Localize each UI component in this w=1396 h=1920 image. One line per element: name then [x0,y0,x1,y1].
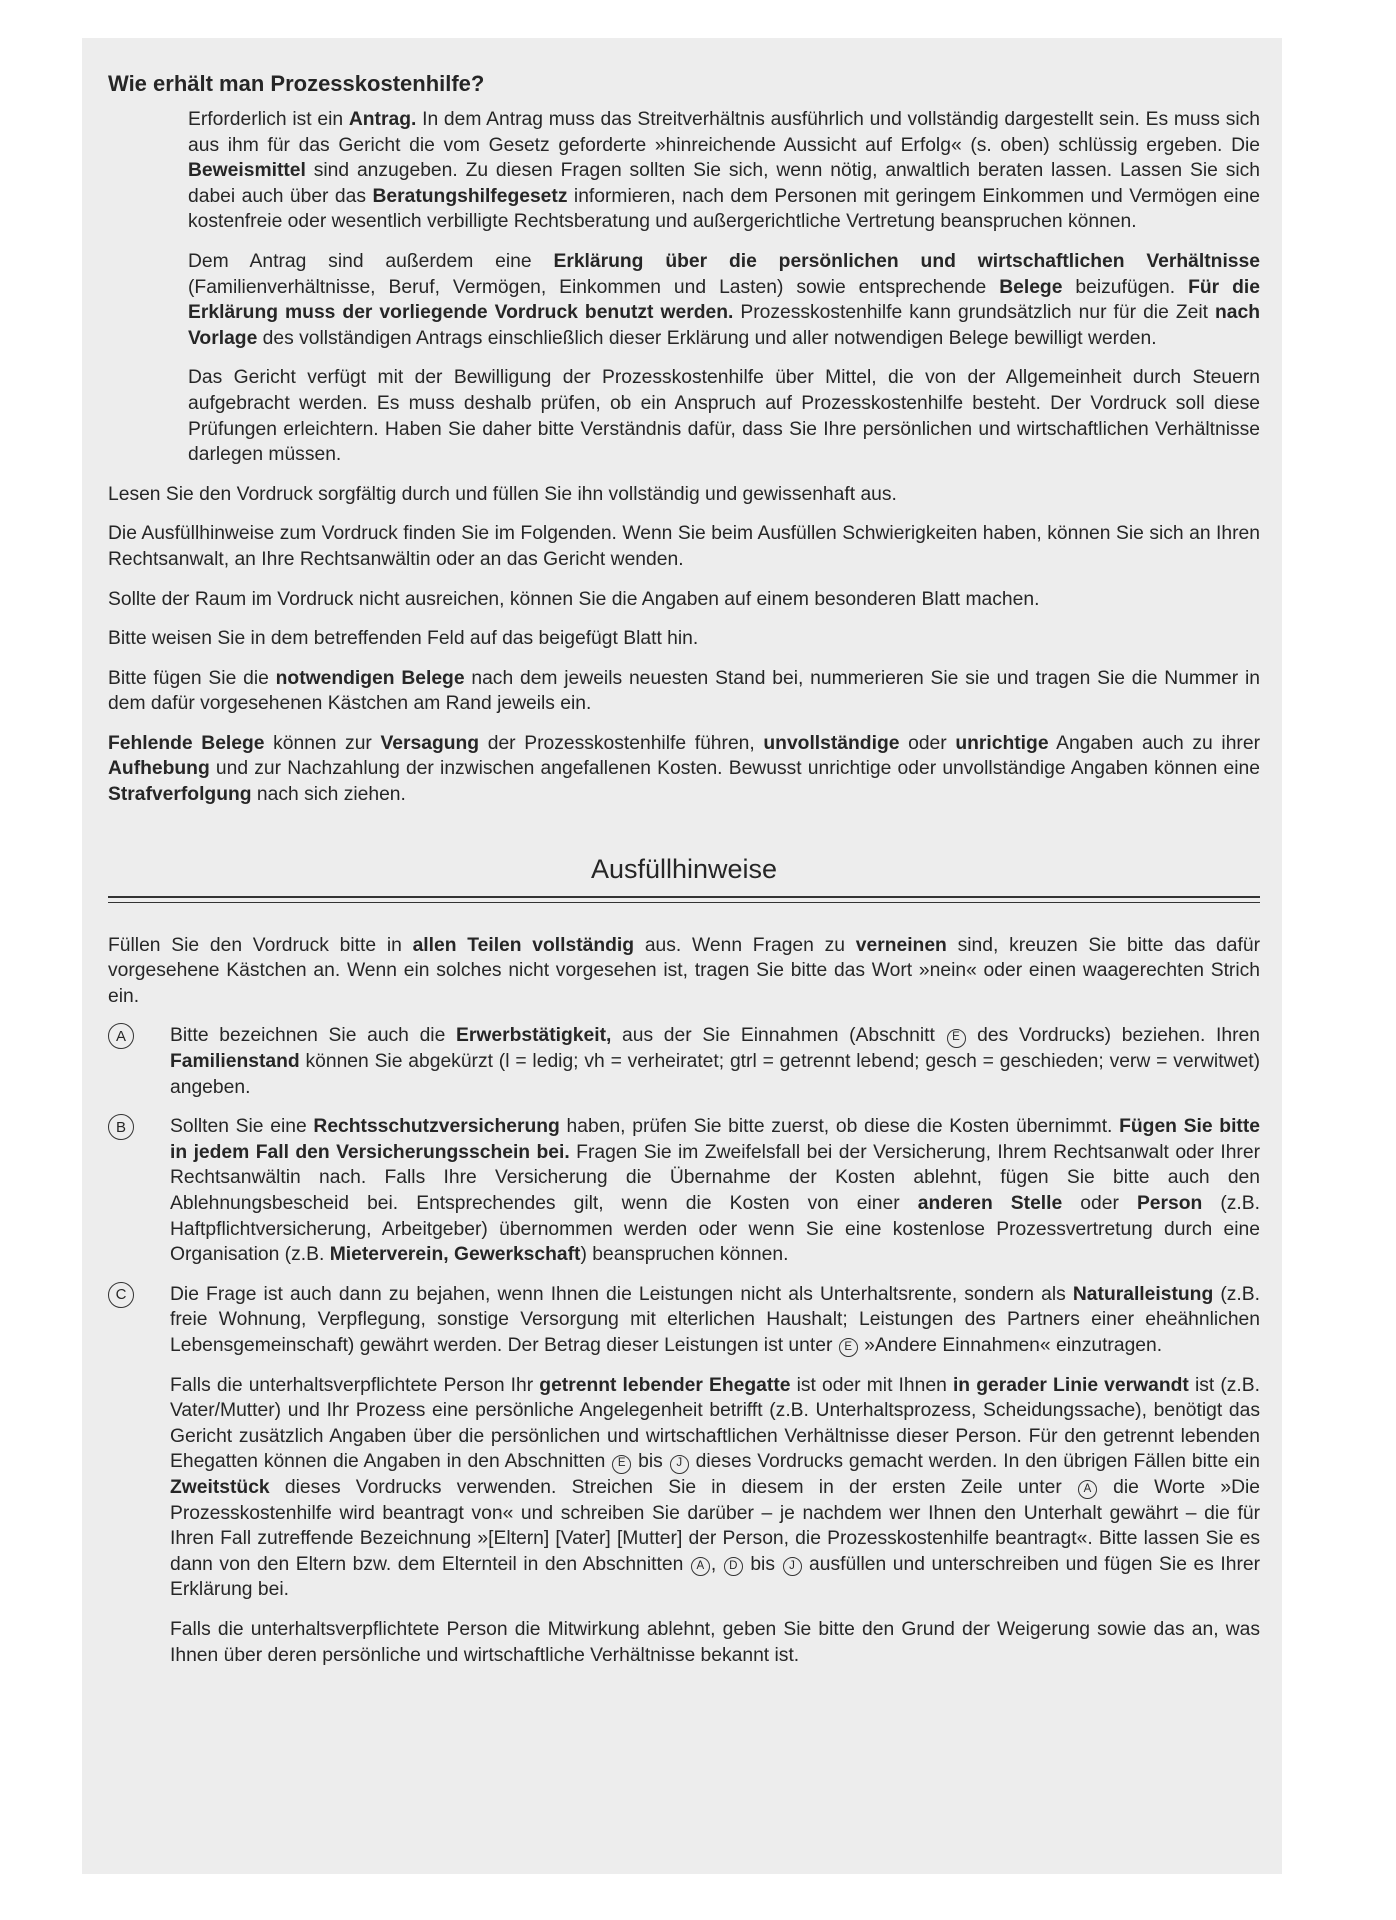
section-ref-a-icon: A [691,1557,710,1576]
section-title: Ausfüllhinweise [590,853,778,884]
section-ref-j-icon: J [783,1557,802,1576]
intro-paragraph-3: Das Gericht verfügt mit der Bewilligung der Prozesskostenhilfe über Mittel, die von der Allgemeinheit durch Steuern aufgebracht werden. Es muss deshalb prüfen, ob ein Anspruch auf Prozesskostenhilfe besteht. Der Vordruck soll diese Prüfungen erleichtern. Haben Sie daher bitte Verständnis dafür, dass Sie Ihre persönlichen und wirtschaftlichen Verhältnisse darlegen müssen. [188,367,1260,466]
section-ref-j-icon: J [670,1455,689,1474]
intro-paragraph-5: Die Ausfüllhinweise zum Vordruck finden Sie im Folgenden. Wenn Sie beim Ausfüllen Schwierigkeiten haben, können Sie sich an Ihren Rechtsanwalt, an Ihre Rechtsanwältin oder an das Gericht wenden. [108,523,1260,570]
document-content [108,70,1260,1682]
hint-c-paragraph-2: Falls die unterhaltsverpflichtete Person Ihr getrennt lebender Ehegatte ist oder mit Ihnen in gerader Linie verwandt ist (z.B. Vater/Mutter) und Ihr Prozess eine persönliche Angelegenheit betrifft (z.B. Unterhaltsprozess, Scheidungssache), benötigt das Gericht zusätzlich Angaben über die persönlichen und wirtschaftlichen Verhältnisse dieser Person. Für den getrennt lebenden Ehegatten können die Angaben in den Abschnitten E bis J dieses Vordrucks gemacht werden. In den übrigen Fällen bitte ein Zweitstück dieses Vordrucks verwenden. Streichen Sie in diesem in der ersten Zeile unter A die Worte »Die Prozesskostenhilfe wird beantragt von« und schreiben Sie darüber – je nachdem wer Ihnen den Unterhalt gewährt – die für Ihren Fall zutreffende Bezeichnung »[Eltern] [Vater] [Mutter] der Person, die Prozesskostenhilfe beantragt«. Bitte lassen Sie es dann von den Eltern bzw. dem Elternteil in den Abschnitten A , D bis J ausfüllen und unterschreiben und fügen Sie es Ihrer Erklärung bei. [170,1374,1261,1601]
section-ref-e-icon: E [947,1029,966,1048]
hint-item-b [108,1114,1260,1268]
intro-paragraph-9: Fehlende Belege können zur Versagung der Prozesskostenhilfe führen, unvollständige oder unrichtige Angaben auch zu ihrer Aufhebung und zur Nachzahlung der inzwischen angefallenen Kosten. Bewusst unrichtige oder unvollständige Angaben können eine Strafverfolgung nach sich ziehen. [108,732,1260,806]
intro-paragraph-8: Bitte fügen Sie die notwendigen Belege nach dem jeweils neuesten Stand bei, nummerieren Sie sie und tragen Sie die Nummer in dem dafür vorgesehenen Kästchen am Rand jeweils ein. [108,667,1261,715]
hint-item-a [108,1023,1260,1100]
section-marker-b-icon: B [108,1114,134,1140]
hint-c-paragraph-3: Falls die unterhaltsverpflichtete Person die Mitwirkung ablehnt, geben Sie bitte den Grund der Weigerung sowie das an, was Ihnen über deren persönliche und wirtschaftliche Verhältnisse bekannt ist. [170,1618,1260,1666]
hints-intro-paragraph: Füllen Sie den Vordruck bitte in allen Teilen vollständig aus. Wenn Fragen zu verneinen sind, kreuzen Sie bitte das dafür vorgesehene Kästchen an. Wenn ein solches nicht vorgesehen ist, tragen Sie bitte das Wort »nein« oder einen waagerechten Strich ein. [108,934,1260,1007]
hint-b-text: Sollten Sie eine Rechtsschutzversicherung haben, prüfen Sie bitte zuerst, ob diese die Kosten übernimmt. Fügen Sie bitte in jedem Fall den Versicherungsschein bei. Fragen Sie im Zweifelsfall bei der Versicherung, Ihrem Rechtsanwalt oder Ihrer Rechtsanwältin nach. Falls Ihre Versicherung die Übernahme der Kosten ablehnt, fügen Sie bitte auch den Ablehnungsbescheid bei. Entsprechendes gilt, wenn die Kosten von einer anderen Stelle oder Person (z.B. Haftpflichtversicherung, Arbeitgeber) übernommen werden oder wenn Sie eine kostenlose Prozessvertretung durch eine Organisation (z.B. Mieterverein, Gewerkschaft) beanspruchen können. [170,1116,1260,1266]
intro-paragraph-6: Sollte der Raum im Vordruck nicht ausreichen, können Sie die Angaben auf einem besonderen Blatt machen. [108,588,1040,610]
section-ref-a-icon: A [1078,1480,1097,1499]
section-ref-e-icon: E [839,1338,858,1357]
section-marker-c-icon: C [108,1282,134,1308]
intro-paragraph-7: Bitte weisen Sie in dem betreffenden Feld auf das beigefügt Blatt hin. [108,628,699,650]
section-ref-e-icon: E [612,1455,631,1474]
section-ref-d-icon: D [724,1557,743,1576]
intro-paragraph-1: Erforderlich ist ein Antrag. In dem Antrag muss das Streitverhältnis ausführlich und vollständig dargestellt sein. Es muss sich aus ihm für das Gericht die vom Gesetz geforderte »hinreichende Aussicht auf Erfolg« (s. oben) schlüssig ergeben. Die Beweismittel sind anzugeben. Zu diesen Fragen sollten Sie sich, wenn nötig, anwaltlich beraten lassen. Lassen Sie sich dabei auch über das Beratungshilfegesetz informieren, nach dem Personen mit geringem Einkommen und Vermögen eine kostenfreie oder wesentlich verbilligte Rechtsberatung und außergerichtliche Vertretung beanspruchen können. [188,109,1261,233]
section-divider [108,896,1260,903]
page-title: Wie erhält man Prozesskostenhilfe? [108,71,485,96]
section-marker-a-icon: A [108,1023,134,1049]
intro-paragraph-2: Dem Antrag sind außerdem eine Erklärung über die persönlichen und wirtschaftlichen Verhältnisse (Familienverhältnisse, Beruf, Vermögen, Einkommen und Lasten) sowie entsprechende Belege beizufügen. Für die Erklärung muss der vorliegende Vordruck benutzt werden. Prozesskostenhilfe kann grundsätzlich nur für die Zeit nach Vorlage des vollständigen Antrags einschließlich dieser Erklärung und aller notwendigen Belege bewilligt werden. [188,250,1261,349]
hint-c-text: Die Frage ist auch dann zu bejahen, wenn Ihnen die Leistungen nicht als Unterhaltsrente, sondern als Naturalleistung (z.B. freie Wohnung, Verpflegung, sonstige Versorgung mit elterlichen Haushalt; Leistungen des Partners einer eheähnlichen Lebensgemeinschaft) gewährt werden. Der Betrag dieser Leistungen ist unter E »Andere Einnahmen« einzutragen. [170,1283,1260,1356]
hint-item-c [108,1282,1260,1668]
intro-paragraph-4: Lesen Sie den Vordruck sorgfältig durch und füllen Sie ihn vollständig und gewissenhaft aus. [108,483,897,505]
hint-a-text: Bitte bezeichnen Sie auch die Erwerbstätigkeit, aus der Sie Einnahmen (Abschnitt E des Vordrucks) beziehen. Ihren Familienstand können Sie abgekürzt (l = ledig; vh = verheiratet; gtrl = getrennt lebend; gesch = geschieden; verw = verwitwet) angeben. [170,1025,1260,1098]
